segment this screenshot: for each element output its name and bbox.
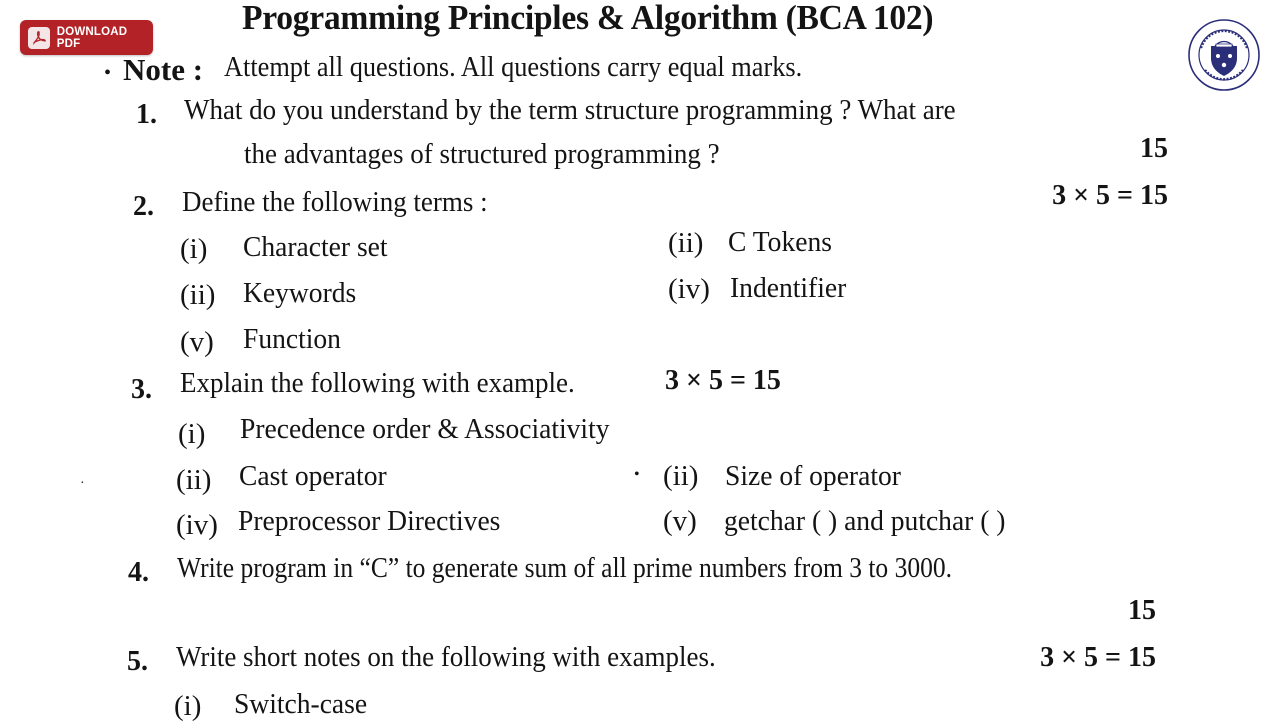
question-number: 1. [136, 99, 157, 130]
pdf-icon [28, 27, 50, 49]
stray-mark: · [80, 476, 85, 491]
item-text: Cast operator [239, 460, 387, 492]
item-number: (v) [180, 326, 214, 358]
item-number: (ii) [668, 227, 704, 259]
question-text: Write program in “C” to generate sum of all prime numbers from 3 to 3000. [177, 552, 953, 584]
question-marks: 3 × 5 = 15 [1040, 642, 1156, 673]
item-number: (i) [180, 233, 208, 265]
question-marks: 3 × 5 = 15 [665, 365, 781, 396]
item-text: Indentifier [730, 272, 847, 304]
note-text: Attempt all questions. All questions carry equal marks. [224, 52, 803, 83]
download-pdf-label: DOWNLOAD PDF [56, 25, 128, 50]
item-text: Precedence order & Associativity [240, 413, 610, 445]
item-text: C Tokens [728, 226, 832, 258]
item-number: (v) [663, 505, 697, 537]
item-number: (iv) [176, 509, 218, 541]
item-number: (ii) [180, 279, 216, 311]
stray-mark: • [634, 466, 640, 483]
question-text: What do you understand by the term structure programming ? What are [184, 94, 956, 126]
question-number: 4. [128, 557, 149, 588]
note-label: Note : [123, 52, 204, 87]
item-text: Preprocessor Directives [238, 505, 501, 537]
question-marks: 15 [1140, 133, 1168, 164]
question-text: the advantages of structured programming ? [244, 138, 720, 170]
question-number: 5. [127, 646, 148, 677]
paper-title: Programming Principles & Algorithm (BCA 102) [242, 0, 934, 37]
question-number: 2. [133, 191, 154, 222]
question-number: 3. [131, 374, 152, 405]
item-text: Size of operator [725, 460, 901, 492]
item-text: Switch-case [234, 688, 368, 720]
item-number: (i) [174, 690, 202, 722]
item-number: (i) [178, 418, 206, 450]
bullet-mark: • [104, 62, 112, 84]
question-text: Write short notes on the following with examples. [176, 641, 716, 673]
question-marks: 15 [1128, 595, 1156, 626]
item-text: Keywords [243, 277, 357, 309]
question-text: Define the following terms : [182, 186, 488, 218]
item-text: Function [243, 323, 341, 355]
item-text: Character set [243, 231, 388, 263]
item-number: (ii) [663, 460, 699, 492]
question-marks: 3 × 5 = 15 [1052, 180, 1168, 211]
download-pdf-button[interactable] [20, 20, 153, 55]
item-number: (ii) [176, 464, 212, 496]
question-text: Explain the following with example. [180, 367, 575, 399]
item-text: getchar ( ) and putchar ( ) [724, 505, 1006, 537]
university-seal-icon [1187, 18, 1261, 92]
item-number: (iv) [668, 273, 710, 305]
